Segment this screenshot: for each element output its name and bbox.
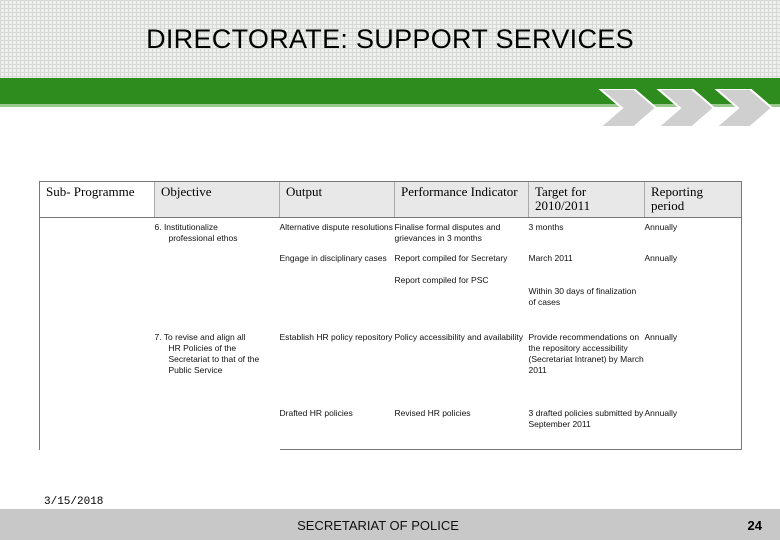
target-cell: March 2011 [528, 252, 573, 263]
indicator-cell: Report compiled for PSC [394, 274, 489, 285]
indicator-cell: Finalise formal disputes and grievances in 3 months [394, 222, 501, 243]
target-cell: 3 drafted policies submitted by September 2011 [529, 408, 645, 450]
objectives-table [39, 181, 742, 450]
chevron-arrows-icon [0, 89, 780, 129]
page-number: 24 [747, 518, 762, 533]
objective-7: 7. To revise and align all HR Policies of the Secretariat to that of the Public Service [154, 331, 260, 375]
target-cell: Provide recommendations on the repository accessibility (Secretariat Intranet) by March 2011 [528, 331, 644, 375]
chevron-2-icon [658, 89, 714, 127]
footer-title: SECRETARIAT OF POLICE [297, 518, 459, 533]
output-cell: Engage in disciplinary cases [279, 252, 387, 263]
col-header-objective: Objective [155, 182, 280, 218]
slide-date: 3/15/2018 [44, 496, 104, 508]
target-cell: Within 30 days of finalization of cases [528, 285, 637, 307]
output-cell: Alternative dispute resolutions [279, 222, 393, 232]
col-header-sub-programme: Sub- Programme [40, 182, 155, 218]
col-header-period: Reporting period [645, 182, 742, 218]
period-cell: Annually [645, 253, 742, 275]
col-header-output: Output [280, 182, 395, 218]
indicator-cell: Policy accessibility and availability [394, 331, 524, 342]
output-cell: Establish HR policy repository [279, 331, 393, 342]
objective-6: 6. Institutionalize professional ethos [154, 222, 238, 243]
table-header-row [40, 182, 742, 218]
col-header-indicator: Performance Indicator [395, 182, 529, 218]
chevron-3-icon [716, 89, 772, 127]
table-row [40, 218, 742, 253]
chevron-1-icon [600, 89, 656, 127]
period-cell: Annually [645, 408, 742, 450]
page-title: DIRECTORATE: SUPPORT SERVICES [146, 24, 634, 54]
period-cell [645, 275, 742, 332]
target-cell: 3 months [528, 222, 564, 232]
period-cell: Annually [645, 218, 742, 253]
period-cell: Annually [645, 332, 742, 408]
output-cell: Drafted HR policies [280, 408, 395, 450]
col-header-target: Target for 2010/2011 [529, 182, 645, 218]
sub-programme-cell [40, 218, 155, 450]
indicator-cell: Revised HR policies [395, 408, 529, 450]
indicator-cell: Report compiled for Secretary [394, 252, 508, 263]
